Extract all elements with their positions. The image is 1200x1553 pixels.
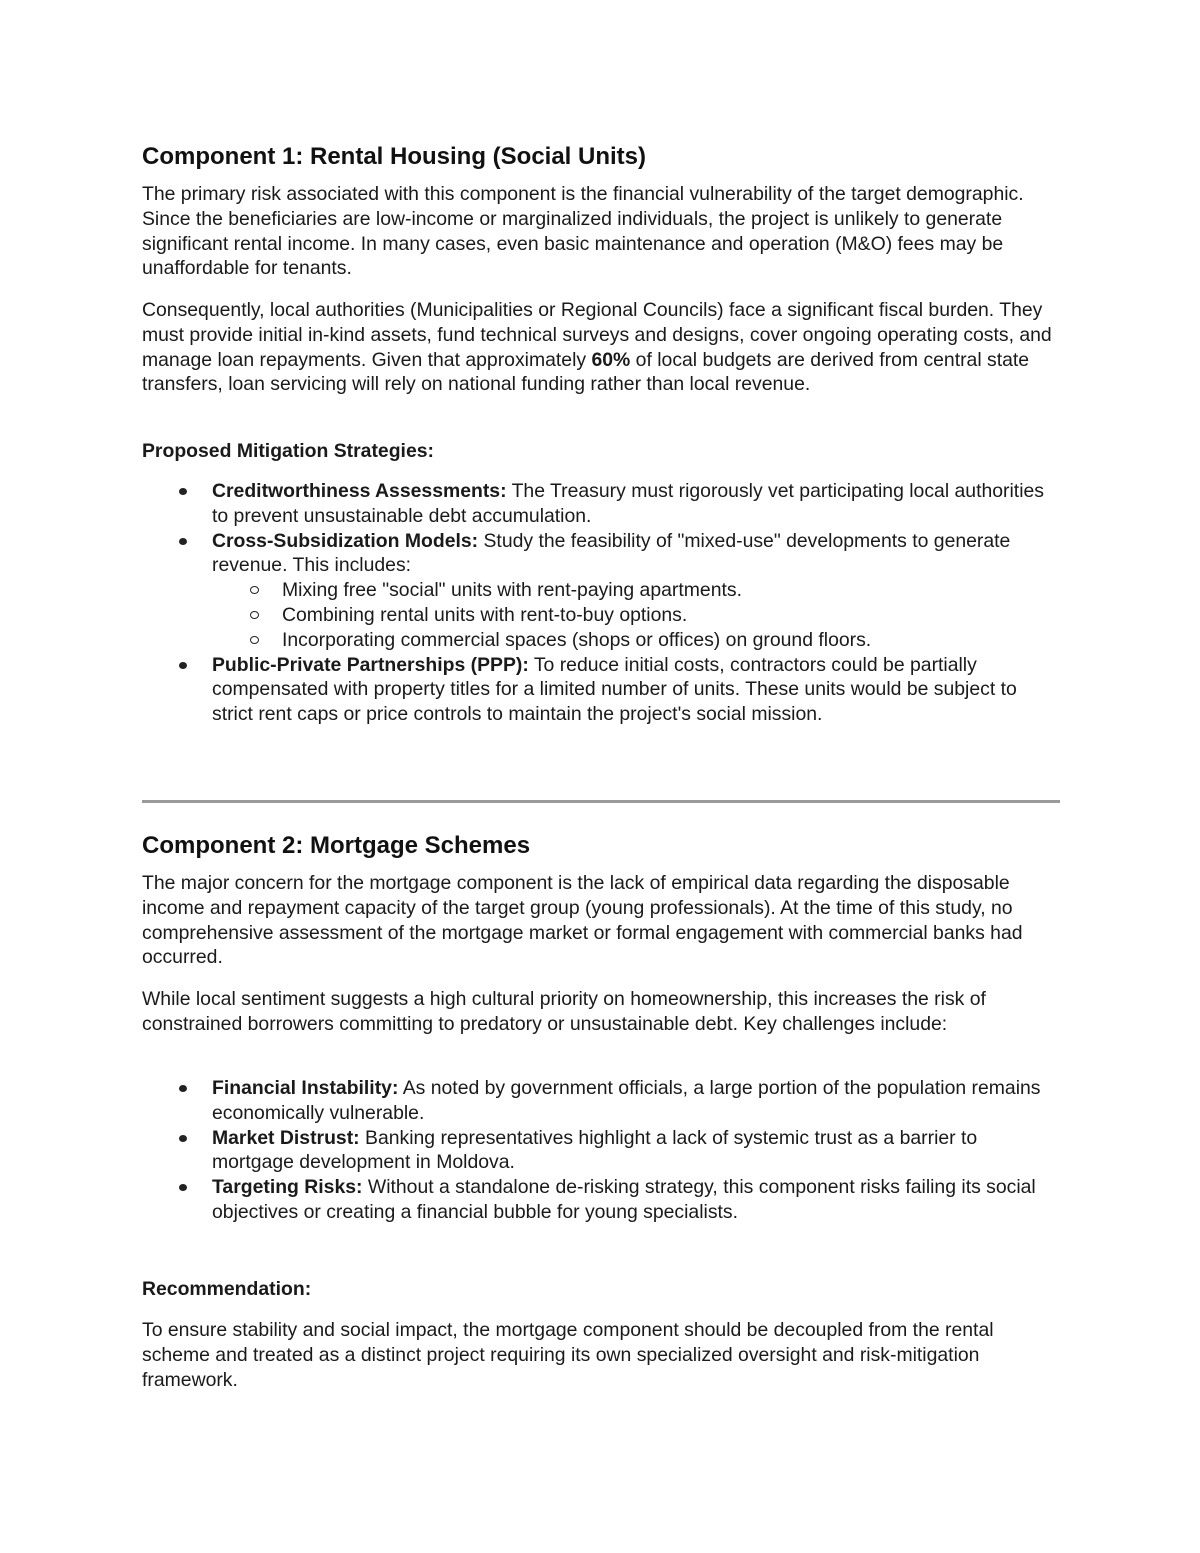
section-1-paragraph-1: The primary risk associated with this component is the financial vulnerability of the target demographic. Since the beneficiaries are low-income or marginalized individuals, the project is unlikely to generate significant rental income. In many cases, even basic maintenance and operation (M&O) fees may be unaffordable for tenants. — [142, 183, 1024, 280]
list-item-text: Banking representatives highlight a lack of systemic trust as a barrier to mortgage development in Moldova. — [212, 1126, 978, 1174]
list-item — [142, 653, 1060, 727]
list-item — [142, 529, 1060, 653]
section-1-paragraph-2 — [142, 298, 1060, 397]
section-2-paragraph-2: While local sentiment suggests a high cultural priority on homeownership, this increases the risk of constrained borrowers committing to predatory or unsustainable debt. Key challenges include: — [142, 988, 986, 1035]
paragraph-text: of local budgets are derived from central state transfers, loan servicing will rely on national funding rather than local revenue. — [142, 348, 1030, 396]
paragraph-text: Consequently, local authorities (Municipalities or Regional Councils) face a significant fiscal burden. They must provide initial in-kind assets, fund technical surveys and designs, cover ongoing operating costs, and manage loan repayments. Given that approximately — [142, 299, 1052, 371]
list-item — [142, 1076, 1060, 1126]
list-item-label: Market Distrust: — [212, 1126, 360, 1149]
section-2-heading: Component 2: Mortgage Schemes — [142, 832, 531, 859]
section-1-heading: Component 1: Rental Housing (Social Units) — [142, 143, 647, 170]
section-2-paragraph-1: The major concern for the mortgage component is the lack of empirical data regarding the disposable income and repayment capacity of the target group (young professionals). At the time of this study, no comprehensive assessment of the mortgage market or formal engagement with commercial banks had occurred. — [142, 872, 1023, 969]
recommendation-heading: Recommendation: — [142, 1278, 312, 1300]
list-item-text: To reduce initial costs, contractors could be partially compensated with property titles for a limited number of units. These units would be subject to strict rent caps or price controls to maintain the project's social mission. — [212, 653, 1017, 726]
list-item-label: Targeting Risks: — [212, 1176, 363, 1199]
challenges-list — [142, 1076, 1060, 1225]
sub-list — [212, 578, 1060, 652]
sub-list-item: Incorporating commercial spaces (shops or offices) on ground floors. — [212, 628, 1060, 653]
sub-list-item: Mixing free "social" units with rent-paying apartments. — [212, 578, 1060, 603]
list-item-text: Study the feasibility of "mixed-use" developments to generate revenue. This includes: — [212, 529, 1011, 577]
list-item-label: Cross-Subsidization Models: — [212, 529, 479, 552]
mitigation-list — [142, 479, 1060, 727]
list-item-label: Financial Instability: — [212, 1077, 399, 1099]
list-item — [142, 1126, 1060, 1176]
list-item-text: The Treasury must rigorously vet participating local authorities to prevent unsustainable debt accumulation. — [212, 480, 1044, 527]
list-item-label: Creditworthiness Assessments: — [212, 480, 507, 502]
list-item — [142, 1175, 1060, 1225]
budget-share-value: 60% — [591, 348, 631, 371]
list-item-label: Public-Private Partnerships (PPP): — [212, 653, 529, 676]
section-divider — [142, 800, 1060, 803]
list-item-text: As noted by government officials, a large portion of the population remains economically vulnerable. — [212, 1077, 1041, 1124]
sub-list-item: Combining rental units with rent-to-buy options. — [212, 603, 1060, 628]
list-item-text: Without a standalone de-risking strategy, this component risks failing its social objectives or creating a financial bubble for young specialists. — [212, 1176, 1036, 1223]
recommendation-text: To ensure stability and social impact, the mortgage component should be decoupled from the rental scheme and treated as a distinct project requiring its own specialized oversight and risk-mitigation framework. — [142, 1319, 994, 1391]
mitigation-heading: Proposed Mitigation Strategies: — [142, 440, 434, 462]
list-item — [142, 479, 1060, 529]
